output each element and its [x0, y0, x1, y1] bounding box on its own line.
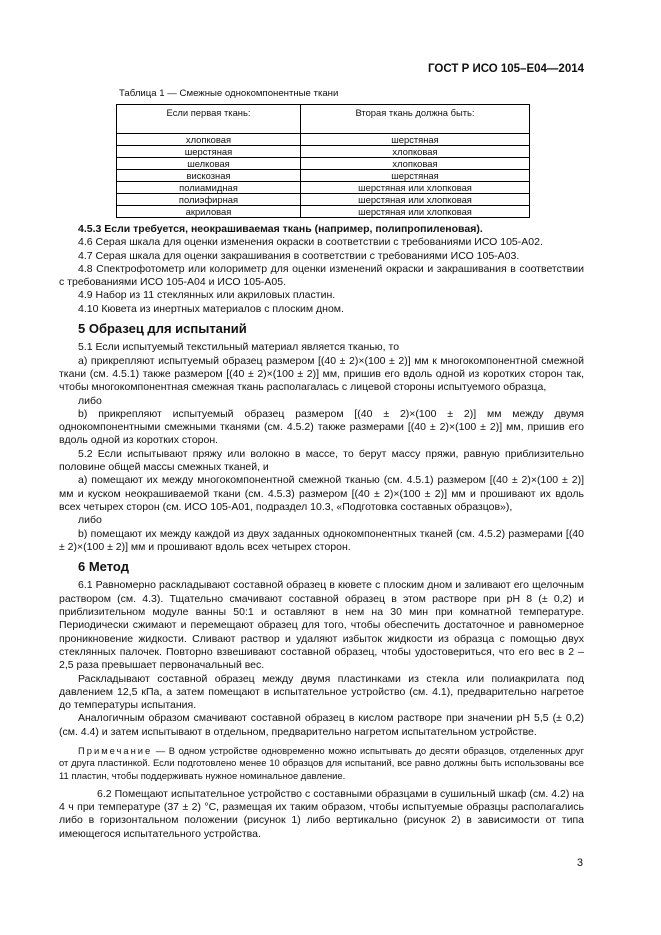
paragraph-5-2-b: b) помещают их между каждой из двух заданных однокомпонентных тканей (см. 4.5.2) размерами [(40 ± 2)×(100 ± 2)] мм и прошивают вдоль всех четырех сторон. [59, 527, 584, 553]
table-cell: полиамидная [117, 182, 301, 194]
table-cell: шерстяная или хлопковая [301, 206, 530, 218]
adjacent-fabrics-table [116, 104, 530, 218]
paragraph-4-5-3: 4.5.3 Если требуется, неокрашиваемая ткань (например, полипропиленовая). [78, 223, 483, 235]
paragraph-4-7: 4.7 Серая шкала для оценки закрашивания в соответствии с требованиями ИСО 105-А03. [78, 249, 520, 262]
table-cell: хлопковая [301, 146, 530, 158]
document-body [59, 223, 584, 841]
table-cell: шерстяная или хлопковая [301, 182, 530, 194]
table-row [117, 182, 530, 194]
paragraph-4-9: 4.9 Набор из 11 стеклянных или акриловых пластин. [78, 289, 336, 302]
paragraph-5-2: 5.2 Если испытывают пряжу или волокно в массе, то берут массу пряжи, равную приблизительно половине общей массы смежных тканей, и [59, 447, 584, 474]
either-text: либо [78, 514, 102, 527]
either-text: либо [78, 394, 102, 407]
paragraph-5-1-a: а) прикрепляют испытуемый образец размером [(40 ± 2)×(100 ± 2)] мм к многокомпонентной смежной ткани (см. 4.5.1) также размером [(40 ± 2)×(100 ± 2)] мм, пришив его вдоль одной из коротких сторон так, чтобы многокомпонентная смежная ткань располагалась с лицевой стороны испытуемого образца, [59, 354, 584, 394]
paragraph-6-1: 6.1 Равномерно раскладывают составной образец в кювете с плоским дном и заливают его щелочным раствором (см. 4.3). Тщательно смачивают составной образец в этом растворе при pH 8 (± 0,2) и приблизительном модуле ванны 50:1 и оставляют в нем на 30 мин при комнатной температуре. Периодически сжимают и перемещают образец для того, чтобы обеспечить достаточное и равномерное проникновение жидкости. Сливают раствор и удаляют избыток жидкости из образца с помощью двух стеклянных палочек. Повторно взвешивают составной образец, чтобы удостовериться, что его вес в 2 – 2,5 раза превышает первоначальный вес. [59, 579, 584, 672]
paragraph-6-2: 6.2 Помещают испытательное устройство с составными образцами в сушильный шкаф (см. 4.2) на 4 ч при температуре (37 ± 2) °С, размещая их таким образом, чтобы испытуемые образцы располагались либо в горизонтальном положении (рисунок 1) либо вертикально (рисунок 2) в зависимости от типа имеющегося испытательного устройства. [59, 787, 584, 840]
paragraph-5-1-b: b) прикрепляют испытуемый образец размером [(40 ± 2)×(100 ± 2)] мм между двумя однокомпонентными смежными тканями (см. 4.5.2) также размерами [(40 ± 2)×(100 ± 2)] мм, пришив его вдоль одной из коротких сторон. [59, 407, 584, 447]
section-heading-5: 5 Образец для испытаний [78, 321, 247, 337]
table-header-row [117, 105, 530, 134]
document-header: ГОСТ Р ИСО 105–Е04—2014 [428, 63, 584, 75]
paragraph-4-6: 4.6 Серая шкала для оценки изменения окраски в соответствии с требованиями ИСО 105-А02. [78, 236, 543, 249]
paragraph-6-1-b: Раскладывают составной образец между двумя пластинками из стекла или полиакрилата под давлением 12,5 кПа, а затем помещают в испытательное устройство (см. 4.1), предварительно нагретое до температуры испытания. [59, 672, 584, 712]
table-row [117, 170, 530, 182]
paragraph-4-10: 4.10 Кювета из инертных материалов с плоским дном. [78, 302, 344, 315]
table-cell: хлопковая [117, 134, 301, 146]
section-heading-6: 6 Метод [78, 559, 129, 575]
page-number: 3 [576, 857, 583, 869]
note [59, 745, 584, 782]
paragraph-5-1: 5.1 Если испытуемый текстильный материал является тканью, то [78, 341, 400, 354]
table-cell: акриловая [117, 206, 301, 218]
table-cell: шерстяная [301, 170, 530, 182]
paragraph-5-2-a: а) помещают их между многокомпонентной смежной тканью (см. 4.5.1) размером [(40 ± 2)×(100 ± 2)] мм и куском неокрашиваемой ткани (см. 4.5.3) размером [(40 ± 2)×(100 ± 2)] мм и прошивают их вдоль всех четырех сторон (см. ИСО 105-А01, подраздел 10.3, «Подготовка составных образцов»), [59, 474, 584, 513]
table-cell: полиэфирная [117, 194, 301, 206]
table-cell: шелковая [117, 158, 301, 170]
table-cell: шерстяная [301, 134, 530, 146]
table-header-cell: Если первая ткань: [117, 105, 301, 134]
table-row [117, 134, 530, 146]
table-row [117, 194, 530, 206]
note-text: — В одном устройстве одновременно можно испытывать до десяти образцов, отделенных друг от друга пластинкой. Если подготовлено менее 10 образцов для испытаний, все равно должны быть использованы все 11 пластин, чтобы поддерживать нужное номинальное давление. [59, 744, 584, 781]
table-header-cell: Вторая ткань должна быть: [301, 105, 530, 134]
table-row [117, 146, 530, 158]
table-cell: хлопковая [301, 158, 530, 170]
table-row [117, 158, 530, 170]
note-label: Примечание [78, 744, 153, 756]
paragraph-4-8: 4.8 Спектрофотометр или колориметр для оценки изменений окраски и закрашивания в соответствии с требованиями ИСО 105-А04 и ИСО 105-А05. [59, 262, 584, 289]
table-cell: шерстяная или хлопковая [301, 194, 530, 206]
table-row [117, 206, 530, 218]
paragraph-6-1-c: Аналогичным образом смачивают составной образец в кислом растворе при значении pH 5,5 (± 0,2) (см. 4.4) и затем испытывают в отдельном, предварительно нагретом испытательном устройстве. [59, 712, 584, 738]
table-cell: шерстяная [117, 146, 301, 158]
table-cell: вискозная [117, 170, 301, 182]
table-caption: Таблица 1 — Смежные однокомпонентные ткани [119, 88, 339, 99]
